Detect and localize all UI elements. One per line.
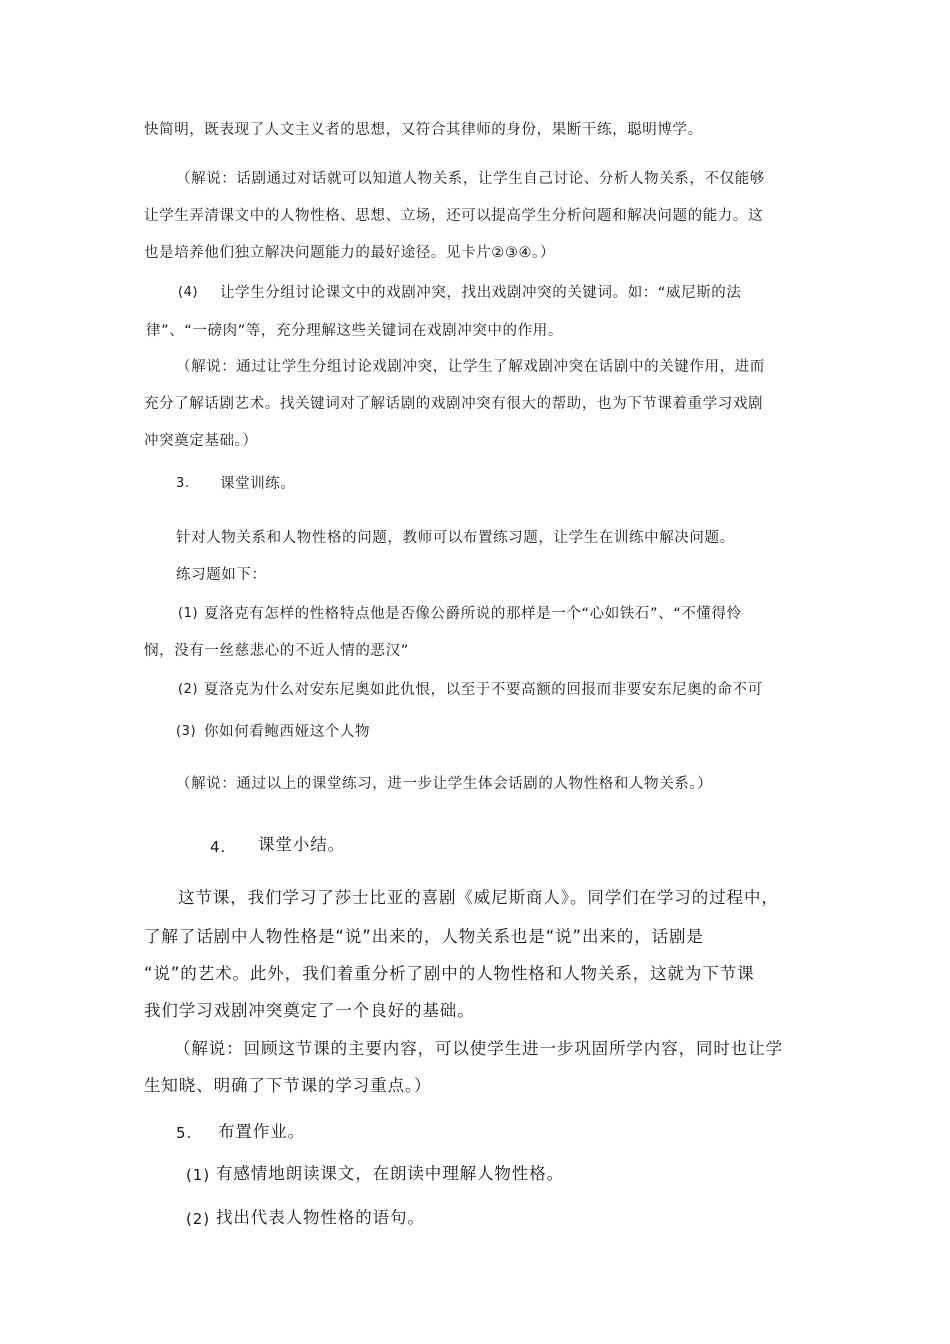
section-number: 3.: [176, 476, 190, 491]
paragraph-line: 充分了解话剧艺术。找关键词对了解话剧的戏剧冲突有很大的帮助，也为下节课着重学习戏剧: [144, 396, 764, 412]
paragraph-line: “说”的艺术。此外，我们着重分析了剧中的人物性格和人物关系，这就为下节课: [144, 964, 755, 983]
list-number: (1): [178, 606, 199, 621]
paragraph-line: 针对人物关系和人物性格的问题，教师可以布置练习题，让学生在训练中解决问题。: [176, 530, 735, 546]
paragraph-line: （解说：通过以上的课堂练习，进一步让学生体会话剧的人物性格和人物关系。）: [176, 776, 713, 792]
paragraph-line: 练习题如下：: [176, 567, 267, 583]
paragraph-line: （解说：话剧通过对话就可以知道人物关系，让学生自己讨论、分析人物关系，不仅能够: [176, 171, 765, 187]
paragraph-line: 这节课，我们学习了莎士比亚的喜剧《威尼斯商人》。同学们在学习的过程中，: [178, 888, 779, 907]
paragraph-line: （解说：回顾这节课的主要内容，可以使学生进一步巩固所学内容，同时也让学: [174, 1039, 783, 1058]
section-title: 课堂训练。: [220, 476, 296, 492]
list-number: (3): [176, 724, 197, 739]
paragraph-line: 律”、“一磅肉”等，充分理解这些关键词在戏剧冲突中的作用。: [146, 323, 563, 339]
paragraph-line: 我们学习戏剧冲突奠定了一个良好的基础。: [144, 1001, 475, 1020]
question-line: 夏洛克为什么对安东尼奥如此仇恨，以至于不要高额的回报而非要安东尼奥的命不可: [204, 682, 763, 698]
section-number: 4.: [210, 838, 227, 856]
section-title: 布置作业。: [218, 1122, 305, 1141]
list-number: (2): [178, 682, 199, 697]
paragraph-line: 让学生弄清课文中的人物性格、思想、立场，还可以提高学生分析问题和解决问题的能力。这: [144, 208, 764, 224]
paragraph-line: 冲突奠定基础。）: [144, 433, 258, 449]
paragraph-line: 快简明，既表现了人文主义者的思想，又符合其律师的身份，果断干练，聪明博学。: [144, 122, 703, 138]
paragraph-line: （解说：通过让学生分组讨论戏剧冲突，让学生了解戏剧冲突在话剧中的关键作用，进而: [176, 359, 765, 375]
list-number: (1): [186, 1166, 210, 1184]
section-title: 课堂小结。: [258, 835, 345, 854]
paragraph-line: 了解了话剧中人物性格是“说”出来的，人物关系也是“说”出来的，话剧是: [144, 927, 704, 946]
question-line: 夏洛克有怎样的性格特点他是否像公爵所说的那样是一个“心如铁石”、“不懂得怜: [204, 606, 742, 622]
question-line: 悯，没有一丝慈悲心的不近人情的恶汉”: [144, 643, 409, 659]
paragraph-line: 也是培养他们独立解决问题能力的最好途径。见卡片②③④。）: [144, 245, 556, 261]
homework-item: 找出代表人物性格的语句。: [216, 1208, 425, 1227]
question-line: 你如何看鲍西娅这个人物: [204, 724, 371, 740]
section-number: 5.: [176, 1124, 193, 1142]
list-number: (2): [186, 1210, 210, 1228]
paragraph-line: 生知晓、明确了下节课的学习重点。）: [144, 1076, 432, 1095]
paragraph-line: 让学生分组讨论课文中的戏剧冲突，找出戏剧冲突的关键词。如：“威尼斯的法: [220, 285, 742, 301]
list-number: (4): [178, 285, 199, 300]
homework-item: 有感情地朗读课文，在朗读中理解人物性格。: [216, 1164, 564, 1183]
